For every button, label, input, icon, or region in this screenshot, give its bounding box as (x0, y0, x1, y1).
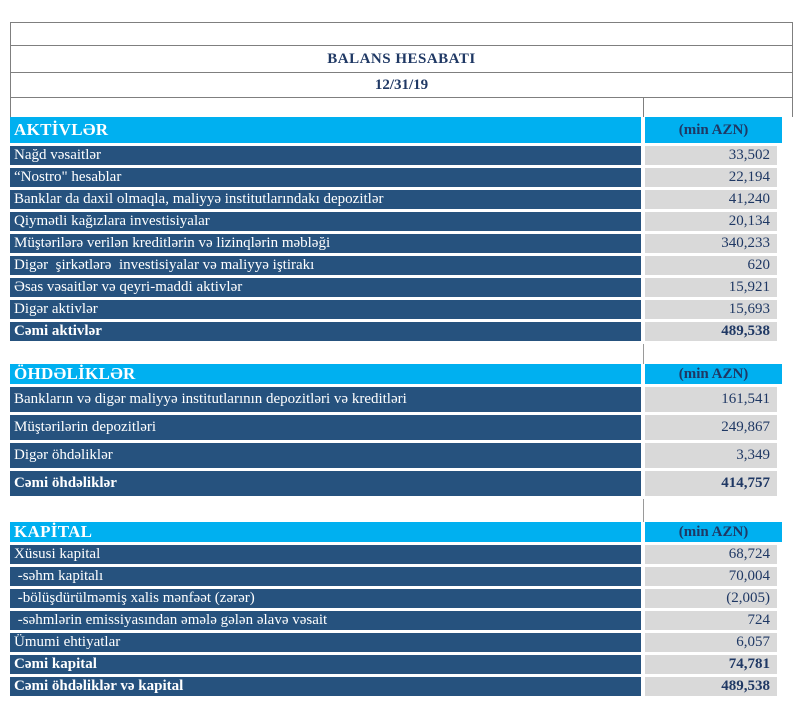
row-value: 340,233 (645, 234, 777, 253)
row-label: -bölüşdürülməmiş xalis mənfəət (zərər) (10, 589, 641, 608)
row-value: (2,005) (645, 589, 777, 608)
balance-sheet-page (0, 22, 800, 719)
header-split-right-cell (644, 98, 792, 117)
row-label: Digər aktivlər (10, 300, 641, 319)
section-assets-title: AKTİVLƏR (10, 117, 641, 143)
row-value: 489,538 (645, 322, 777, 341)
table-row (10, 212, 800, 231)
section-equity (10, 522, 800, 696)
table-row (10, 567, 800, 586)
table-row-total-liabilities-and-equity (10, 677, 800, 696)
report-header-box (10, 22, 793, 117)
table-row (10, 545, 800, 564)
row-label: “Nostro" hesablar (10, 168, 641, 187)
row-label: Xüsusi kapital (10, 545, 641, 564)
row-label: Qiymətli kağızlara investisiyalar (10, 212, 641, 231)
row-label: Bankların və digər maliyyə institutlarının depozitləri və kreditləri (10, 387, 641, 412)
table-row (10, 234, 800, 253)
row-label: -səhmlərin emissiyasından əmələ gələn əlavə vəsait (10, 611, 641, 630)
section-equity-header (10, 522, 800, 542)
section-gap (10, 499, 800, 522)
section-assets (10, 117, 800, 341)
row-value: 161,541 (645, 387, 777, 412)
section-equity-title: KAPİTAL (10, 522, 641, 542)
table-row (10, 146, 800, 165)
table-row-total-assets (10, 322, 800, 341)
row-label: Cəmi kapital (10, 655, 641, 674)
row-label: Ümumi ehtiyatlar (10, 633, 641, 652)
row-value: 3,349 (645, 443, 777, 468)
header-split-row (11, 97, 792, 117)
row-label: Müştərilərin depozitləri (10, 415, 641, 440)
table-row (10, 443, 800, 468)
row-label: Banklar da daxil olmaqla, maliyyə institutlarındakı depozitlər (10, 190, 641, 209)
row-value: 22,194 (645, 168, 777, 187)
unit-label: (min AZN) (645, 364, 782, 384)
row-label: Cəmi öhdəliklər və kapital (10, 677, 641, 696)
unit-label: (min AZN) (645, 117, 782, 143)
row-value: 15,693 (645, 300, 777, 319)
table-row (10, 387, 800, 412)
section-assets-header (10, 117, 800, 143)
row-value: 70,004 (645, 567, 777, 586)
row-label: Digər öhdəliklər (10, 443, 641, 468)
row-label: Nağd vəsaitlər (10, 146, 641, 165)
row-value: 33,502 (645, 146, 777, 165)
row-label: Cəmi aktivlər (10, 322, 641, 341)
row-label: Digər şirkətlərə investisiyalar və maliyyə iştirakı (10, 256, 641, 275)
row-value: 20,134 (645, 212, 777, 231)
table-row (10, 415, 800, 440)
report-title: BALANS HESABATI (11, 45, 792, 72)
row-value: 41,240 (645, 190, 777, 209)
row-value: 489,538 (645, 677, 777, 696)
row-label: Müştərilərə verilən kreditlərin və lizinqlərin məbləği (10, 234, 641, 253)
section-liabilities-title: ÖHDƏLİKLƏR (10, 364, 641, 384)
table-row (10, 611, 800, 630)
section-gap (10, 344, 800, 364)
section-liabilities (10, 364, 800, 496)
row-value: 15,921 (645, 278, 777, 297)
table-row (10, 278, 800, 297)
table-row-total-equity (10, 655, 800, 674)
table-row (10, 633, 800, 652)
row-value: 249,867 (645, 415, 777, 440)
row-label: -səhm kapitalı (10, 567, 641, 586)
section-liabilities-header (10, 364, 800, 384)
table-row-total-liabilities (10, 471, 800, 496)
column-divider-line (643, 499, 644, 522)
row-label: Cəmi öhdəliklər (10, 471, 641, 496)
row-label: Əsas vəsaitlər və qeyri-maddi aktivlər (10, 278, 641, 297)
table-row (10, 300, 800, 319)
header-empty-row (11, 23, 792, 45)
table-row (10, 190, 800, 209)
row-value: 74,781 (645, 655, 777, 674)
row-value: 6,057 (645, 633, 777, 652)
row-value: 620 (645, 256, 777, 275)
column-divider-line (643, 344, 644, 364)
table-row (10, 256, 800, 275)
header-split-left-cell (11, 98, 644, 117)
row-value: 414,757 (645, 471, 777, 496)
table-row (10, 589, 800, 608)
row-value: 724 (645, 611, 777, 630)
unit-label: (min AZN) (645, 522, 782, 542)
table-row (10, 168, 800, 187)
report-date: 12/31/19 (11, 72, 792, 97)
row-value: 68,724 (645, 545, 777, 564)
